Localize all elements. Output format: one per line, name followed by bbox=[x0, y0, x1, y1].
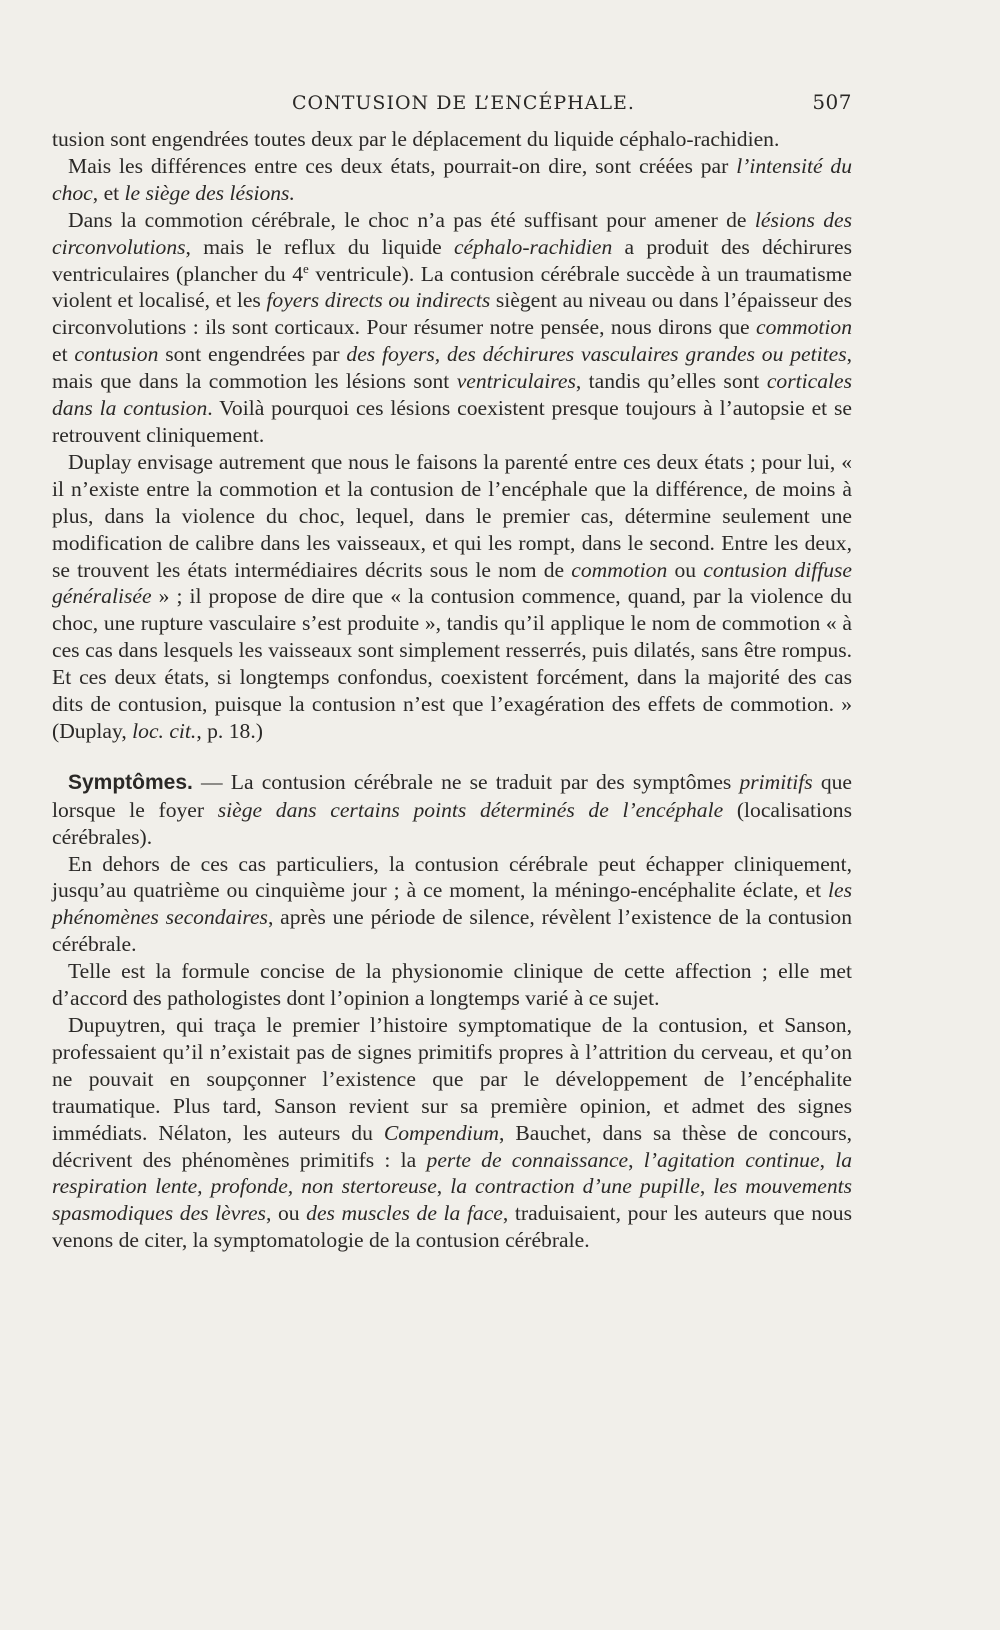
text-run: a produit des déchirures ventriculaires (plancher du 4 bbox=[52, 234, 852, 286]
italic-text: contusion bbox=[74, 342, 159, 367]
italic-text: l’agitation continue bbox=[643, 1147, 820, 1172]
text-run: , traduisaient, pour les auteurs que nous venons de citer, la symptomatologie de la contusion cérébrale. bbox=[52, 1201, 852, 1253]
paragraph bbox=[52, 851, 852, 959]
text-run: sont engendrées par bbox=[158, 342, 347, 367]
italic-text: siège dans certains points déterminés de l’encéphale bbox=[217, 797, 724, 822]
text-run: , p. 18.) bbox=[196, 718, 263, 743]
section-heading: Symptômes. bbox=[68, 770, 193, 794]
italic-text: corticales dans la contusion bbox=[52, 369, 852, 421]
text-run: , bbox=[628, 1147, 644, 1172]
italic-text: contusion diffuse généralisée bbox=[52, 557, 852, 609]
italic-text: lésions des circonvolutions bbox=[52, 207, 852, 259]
paragraph bbox=[52, 769, 852, 851]
italic-text: des muscles de la face bbox=[306, 1201, 503, 1226]
text-run: e bbox=[303, 260, 309, 276]
page-number: 507 bbox=[812, 90, 852, 114]
text-run: Telle est la formule concise de la physionomie clinique de cette affection ; elle met d’accord des pathologistes dont l’opinion a longtemps varié à ce sujet. bbox=[52, 959, 852, 1011]
italic-text: perte de connaissance bbox=[426, 1147, 629, 1172]
text-run: , bbox=[699, 1174, 714, 1199]
italic-text: ventriculaires bbox=[456, 369, 576, 394]
text-run: , ou bbox=[265, 1201, 307, 1226]
text-run: , bbox=[819, 1147, 836, 1172]
italic-text: commotion bbox=[756, 315, 852, 340]
italic-text: la contraction d’une pupille bbox=[450, 1174, 700, 1199]
italic-text: l’intensité du choc bbox=[52, 153, 852, 205]
text-run: , après une période de silence, révèlent l’existence de la contusion cérébrale. bbox=[52, 905, 852, 957]
text-run: tusion sont engendrées toutes deux par le déplacement du liquide céphalo-rachidien. bbox=[52, 127, 780, 151]
text-run: — La contusion cérébrale ne se traduit par des symptômes bbox=[192, 769, 740, 794]
paragraph bbox=[52, 126, 852, 153]
text-run: , mais le reflux du liquide bbox=[185, 234, 454, 259]
paragraph bbox=[52, 153, 852, 207]
italic-text: les mouvements spasmodiques des lèvres bbox=[52, 1174, 853, 1226]
italic-text: commotion bbox=[571, 557, 668, 582]
text-run: Dans la commotion cérébrale, le choc n’a pas été suffisant pour amener de bbox=[68, 207, 755, 232]
text-run: ou bbox=[667, 557, 704, 582]
text-run: . Voilà pourquoi ces lésions coexistent presque toujours à l’autopsie et se retrouvent cliniquement. bbox=[52, 396, 852, 447]
italic-text: primitifs bbox=[739, 769, 813, 794]
text-run: , Bauchet, dans sa thèse de concours, décrivent des phénomènes primitifs : la bbox=[52, 1120, 853, 1172]
italic-text: céphalo-rachidien bbox=[453, 234, 613, 259]
paragraph bbox=[52, 958, 852, 1012]
text-run: siègent au niveau ou dans l’épaisseur des circonvolutions : ils sont corticaux. Pour résumer notre pensée, nous dirons que bbox=[52, 288, 853, 340]
italic-text: les phénomènes secondaires bbox=[52, 878, 852, 930]
text-run: , bbox=[436, 1174, 451, 1199]
text-run: En dehors de ces cas particuliers, la contusion cérébrale peut échapper cliniquement, jusqu’au quatrième ou cinquième jour ; à ce moment, la méningo-encéphalite éclate, et bbox=[52, 851, 852, 903]
text-run: Duplay envisage autrement que nous le faisons la parenté entre ces deux états ; pour lui, « il n’existe entre la commotion et la contusion de l’encéphale que la différence, de moins à plus, dans la violence du choc, lequel, dans le premier cas, détermine seulement une modification de calibre dans les vaisseaux, et qui les rompt, dans le second. Entre les deux, se trouvent les états intermédiaires décrits sous le nom de bbox=[52, 449, 852, 582]
italic-text: la respiration lente, profonde, non stertoreuse bbox=[52, 1147, 853, 1199]
italic-text: des foyers, des déchirures vasculaires grandes ou petites bbox=[346, 342, 847, 367]
text-run: , et bbox=[92, 180, 125, 205]
text-run: ventricule). La contusion cérébrale succède à un traumatisme violent et localisé, et les bbox=[52, 261, 853, 313]
text-run: , mais que dans la commotion les lésions sont bbox=[52, 342, 853, 394]
text-run: Mais les différences entre ces deux états, pourrait-on dire, sont créées par bbox=[68, 153, 737, 178]
italic-text: Compendium bbox=[383, 1120, 500, 1145]
text-run: (localisations cérébrales). bbox=[52, 797, 852, 849]
paragraph bbox=[52, 449, 852, 745]
body-text bbox=[52, 126, 852, 1254]
paragraph bbox=[52, 1012, 852, 1254]
text-run: que lorsque le foyer bbox=[52, 769, 853, 822]
running-header bbox=[52, 86, 852, 118]
running-title: CONTUSION DE L’ENCÉPHALE. bbox=[292, 92, 635, 114]
italic-text: loc. cit. bbox=[132, 718, 197, 743]
text-run: , tandis qu’elles sont bbox=[575, 369, 767, 394]
italic-text: le siège des lésions. bbox=[124, 180, 295, 205]
text-run: » ; il propose de dire que « la contusion commence, quand, par la violence du choc, une rupture vasculaire s’est produite », tandis qu’il applique le nom de commotion « à ces cas dans lesquels les vaisseaux sont simplement resserrés, puis dilatés, sans être rompus. Et ces deux états, si longtemps confondus, coexistent forcément, dans la majorité des cas dits de contusion, puisque la contusion n’est que l’exagération des effets de commotion. » (Duplay, bbox=[52, 584, 852, 743]
text-run: Dupuytren, qui traça le premier l’histoire symptomatique de la contusion, et Sanson, professaient qu’il n’existait pas de signes primitifs propres à l’attrition du cerveau, et qu’on ne pouvait en soupçonner l’existence que par le développement de l’encéphalite traumatique. Plus tard, Sanson revient sur sa première opinion, et admet des signes immédiats. Nélaton, les auteurs du bbox=[52, 1013, 852, 1145]
text-run: et bbox=[52, 342, 75, 367]
italic-text: foyers directs ou indirects bbox=[266, 288, 491, 313]
paragraph bbox=[52, 207, 852, 449]
